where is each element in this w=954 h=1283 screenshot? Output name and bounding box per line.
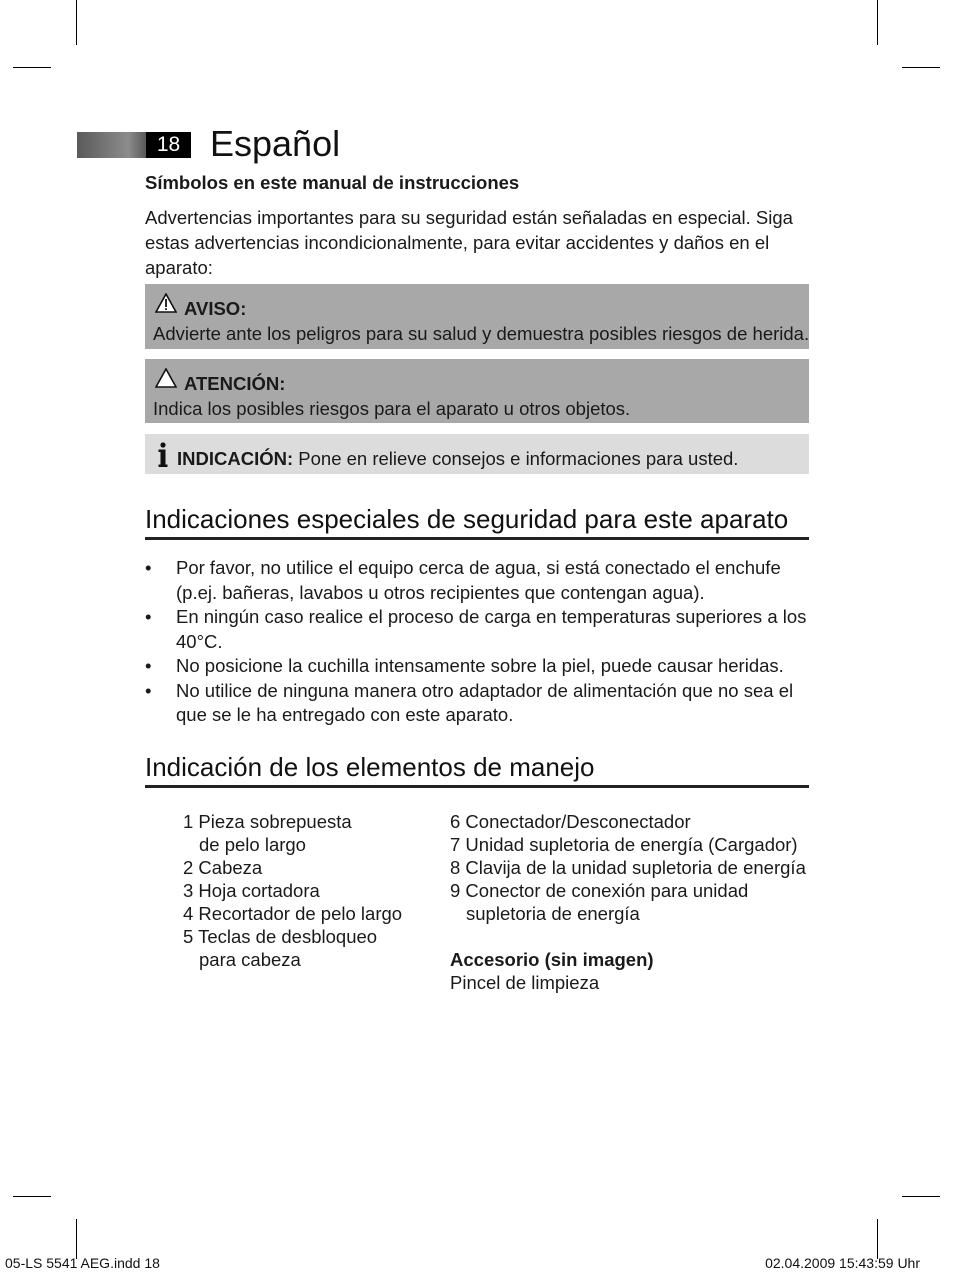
list-item: 8 Clavija de la unidad supletoria de energía (450, 857, 806, 878)
indicacion-box (145, 434, 809, 474)
aviso-box (145, 284, 809, 349)
atencion-label: ATENCIÓN: (184, 373, 286, 394)
crop-mark (13, 1196, 51, 1197)
crop-mark (13, 67, 51, 68)
page-title: Español (210, 123, 341, 164)
bullet-text: utilice de ninguna manera otro adaptador de alimentación que no sea el que se le ha entregado con este aparato. (176, 679, 794, 725)
atencion-text: Indica los posibles riesgos para el aparato u otros objetos. (153, 398, 631, 419)
bullet: • (145, 557, 152, 578)
info-icon (157, 442, 169, 468)
bullet: • (145, 655, 152, 676)
atencion-box (145, 359, 809, 423)
bullet-text: Por favor, no utilice el equipo cerca de agua, si está conectado el enchufe (p.ej. bañeras, lavabos u otros recipientes que contengan agua). (176, 557, 781, 603)
safety-heading: Indicaciones especiales de seguridad para este aparato (145, 503, 809, 540)
aviso-label: AVISO: (184, 298, 247, 319)
controls-left-column (183, 810, 402, 971)
accessory-item: Pincel de limpieza (450, 972, 600, 993)
list-item-continuation: para cabeza (199, 949, 301, 970)
controls-heading: Indicación de los elementos de manejo (145, 751, 809, 788)
bullet-lead: No (176, 679, 200, 701)
list-item: 2 Cabeza (183, 857, 263, 878)
indicacion-label: INDICACIÓN: (177, 448, 294, 469)
bullet-text: En ningún caso realice el proceso de carga en temperaturas superiores a los 40°C. (176, 606, 807, 652)
list-item (145, 605, 815, 654)
list-item (145, 654, 815, 679)
bullet: • (145, 679, 152, 701)
safety-list (145, 556, 815, 728)
list-item-continuation: supletoria de energía (466, 903, 640, 924)
crop-mark (76, 0, 77, 45)
controls-right-column (450, 810, 806, 994)
accessory-heading: Accesorio (sin imagen) (450, 949, 654, 970)
list-item: 1 Pieza sobrepuesta (183, 811, 352, 832)
indicacion-text: Pone en relieve consejos e informaciones para usted. (293, 448, 739, 469)
warning-triangle-icon (155, 368, 177, 388)
bullet: • (145, 606, 152, 627)
footer-file: 05-LS 5541 AEG.indd 18 (5, 1255, 160, 1271)
list-item: 4 Recortador de pelo largo (183, 903, 403, 924)
list-item (145, 679, 815, 728)
list-item: 3 Hoja cortadora (183, 880, 320, 901)
list-item-continuation: de pelo largo (199, 834, 306, 855)
symbols-heading: Símbolos en este manual de instrucciones (145, 172, 520, 193)
crop-mark (877, 0, 878, 45)
bullet-text: No posicione la cuchilla intensamente sobre la piel, puede causar heridas. (176, 655, 784, 676)
spacer (450, 925, 806, 948)
list-item: 5 Teclas de desbloqueo (183, 926, 378, 947)
symbols-intro: Advertencias importantes para su seguridad están señaladas en especial. Siga estas advertencias incondicionalmente, para evitar accidentes y daños en el aparato: (145, 207, 793, 278)
footer-timestamp: 02.04.2009 15:43:59 Uhr (765, 1255, 920, 1271)
indicacion-line (177, 446, 738, 471)
aviso-text: Advierte ante los peligros para su salud y demuestra posibles riesgos de herida. (153, 323, 810, 344)
crop-mark (902, 67, 940, 68)
crop-mark (902, 1196, 940, 1197)
list-item: 9 Conector de conexión para unidad (450, 880, 749, 901)
page-number: 18 (146, 132, 191, 158)
warning-triangle-icon (155, 293, 177, 313)
list-item (145, 556, 815, 605)
list-item: 7 Unidad supletoria de energía (Cargador) (450, 834, 798, 855)
list-item: 6 Conectador/Desconectador (450, 811, 691, 832)
